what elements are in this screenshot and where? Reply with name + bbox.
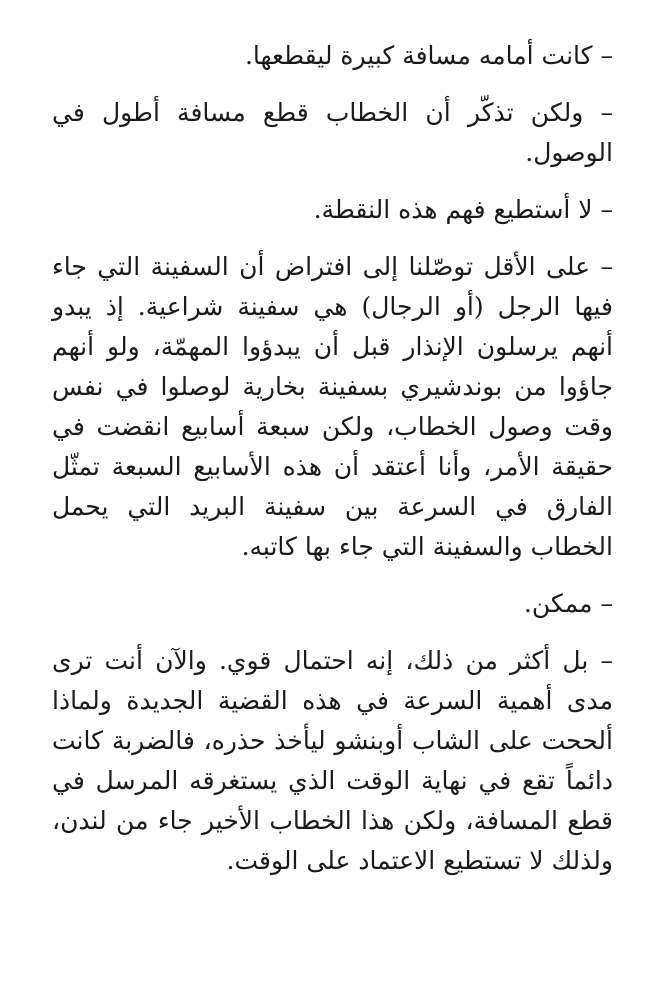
dialogue-paragraph-1: – كانت أمامه مسافة كبيرة ليقطعها. — [244, 41, 613, 70]
dialogue-paragraph-6: – بل أكثر من ذلك، إنه احتمال قوي. والآن أنت ترى مدى أهمية السرعة في هذه القضية الجديدة ولماذا ألححت على الشاب أوبنشو ليأخذ حذره، فالضربة كانت دائماً تقع في نهاية الوقت الذي يستغرقه المرسل في قطع المسافة، ولكن هذا الخطاب الأخير جاء من لندن، ولذلك لا تستطيع الاعتماد على الوقت. — [52, 646, 613, 875]
dialogue-paragraph-5: – ممكن. — [523, 589, 613, 618]
dialogue-paragraph-4: – على الأقل توصّلنا إلى افتراض أن السفينة التي جاء فيها الرجل (أو الرجال) هي سفينة شراعية. إذ يبدو أنهم يرسلون الإنذار قبل أن يبدؤوا المهمّة، ولو أنهم جاؤوا من بوندشيري بسفينة بخارية لوصلوا في نفس وقت وصول الخطاب، ولكن سبعة أسابيع انقضت في حقيقة الأمر، وأنا أعتقد أن هذه الأسابيع السبعة تمثّل الفارق في السرعة بين سفينة البريد التي يحمل الخطاب والسفينة التي جاء بها كاتبه. — [52, 252, 613, 561]
dialogue-paragraph-3: – لا أستطيع فهم هذه النقطة. — [313, 195, 613, 224]
dialogue-paragraph-2: – ولكن تذكّر أن الخطاب قطع مسافة أطول في الوصول. — [52, 98, 613, 167]
book-page — [52, 36, 613, 898]
